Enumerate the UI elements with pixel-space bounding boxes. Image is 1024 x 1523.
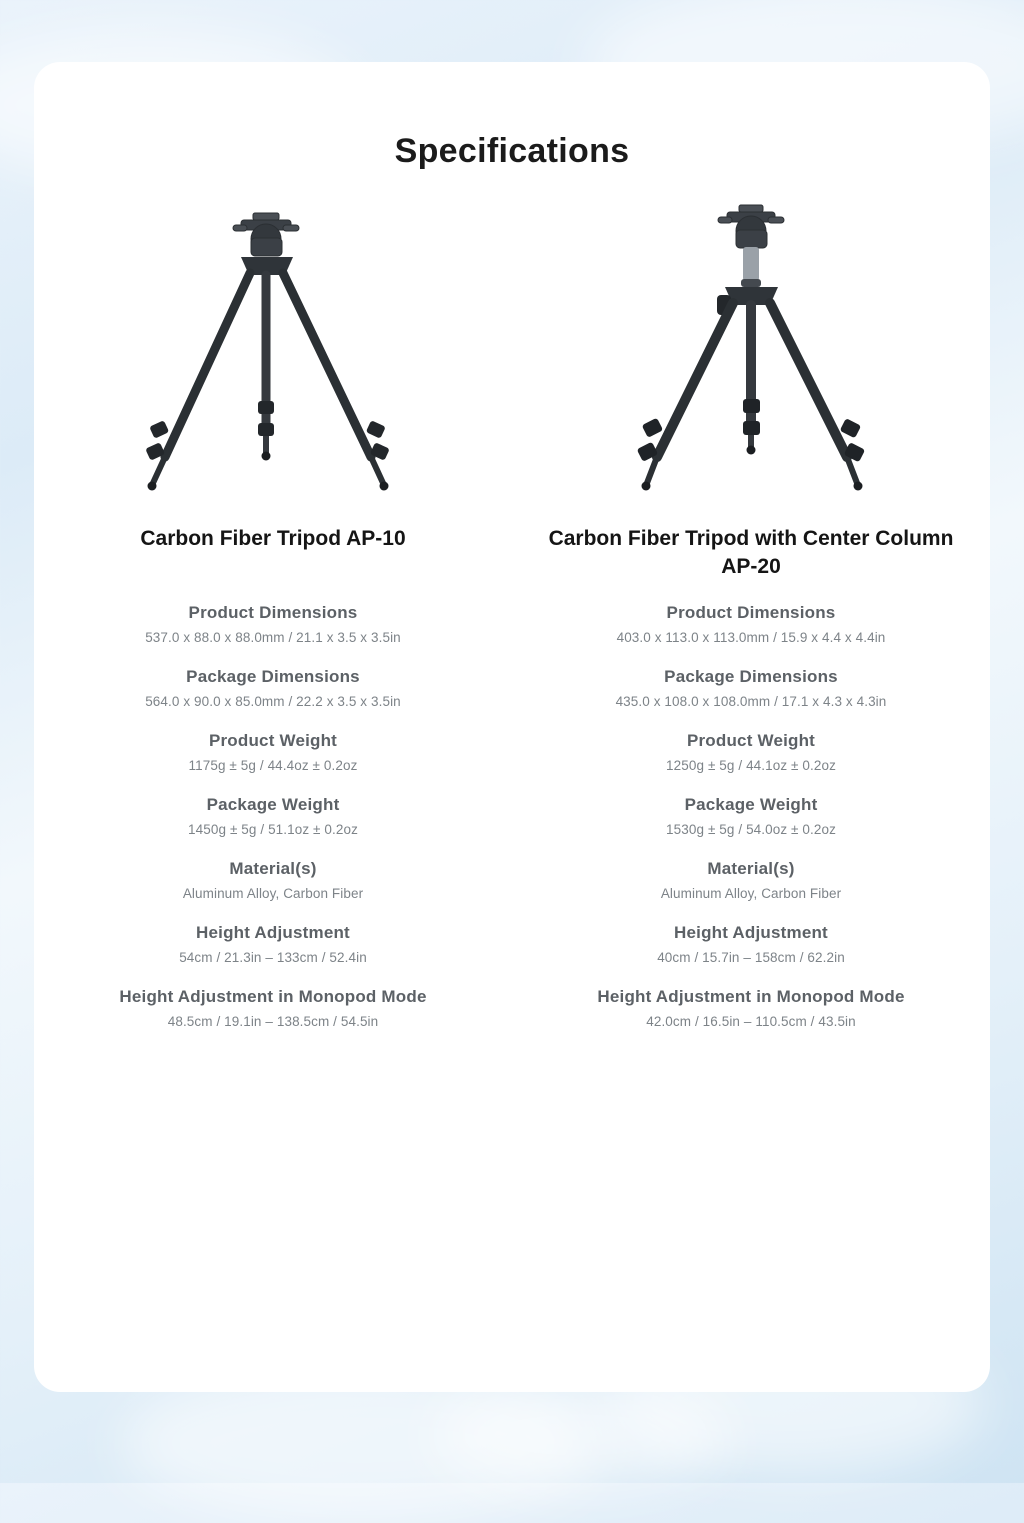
spec-item xyxy=(540,667,962,709)
product-comparison-columns xyxy=(34,195,990,1051)
spec-value: 42.0cm / 16.5in – 110.5cm / 43.5in xyxy=(646,1014,856,1029)
spec-item xyxy=(62,731,484,773)
specifications-card xyxy=(34,62,990,1392)
spec-label: Height Adjustment xyxy=(674,923,828,942)
spec-label: Height Adjustment xyxy=(196,923,350,942)
spec-label: Package Weight xyxy=(684,795,818,814)
spec-value: 435.0 x 108.0 x 108.0mm / 17.1 x 4.3 x 4.3in xyxy=(615,694,887,709)
spec-item xyxy=(62,923,484,965)
spec-list xyxy=(540,603,962,1029)
tripod-ap20-illustration xyxy=(540,195,962,495)
spec-item xyxy=(62,603,484,645)
spec-value: 537.0 x 88.0 x 88.0mm / 21.1 x 3.5 x 3.5in xyxy=(145,630,401,645)
spec-label: Product Weight xyxy=(686,731,816,750)
spec-value: 54cm / 21.3in – 133cm / 52.4in xyxy=(179,950,367,965)
page-title: Specifications xyxy=(394,132,630,170)
spec-item xyxy=(540,923,962,965)
product-title: Carbon Fiber Tripod AP-10 xyxy=(140,527,406,550)
background-cloud xyxy=(430,1380,730,1490)
spec-list xyxy=(62,603,484,1029)
spec-label: Product Weight xyxy=(208,731,338,750)
spec-value: 1450g ± 5g / 51.1oz ± 0.2oz xyxy=(188,822,358,837)
spec-item xyxy=(540,859,962,901)
spec-value: 1530g ± 5g / 54.0oz ± 0.2oz xyxy=(666,822,836,837)
product-column-ap10 xyxy=(34,195,512,1051)
spec-item xyxy=(540,987,962,1029)
spec-item xyxy=(62,795,484,837)
spec-value: 40cm / 15.7in – 158cm / 62.2in xyxy=(657,950,845,965)
spec-label: Height Adjustment in Monopod Mode xyxy=(597,987,905,1006)
product-column-ap20 xyxy=(512,195,990,1051)
spec-label: Product Dimensions xyxy=(188,603,358,622)
spec-value: 403.0 x 113.0 x 113.0mm / 15.9 x 4.4 x 4.4in xyxy=(616,630,886,645)
spec-label: Product Dimensions xyxy=(666,603,836,622)
spec-item xyxy=(62,987,484,1029)
spec-item xyxy=(540,795,962,837)
tripod-ap10-illustration xyxy=(62,195,484,495)
spec-value: 1250g ± 5g / 44.1oz ± 0.2oz xyxy=(666,758,836,773)
product-title: Carbon Fiber Tripod with Center Column AP-20 xyxy=(548,527,954,579)
spec-label: Package Dimensions xyxy=(664,667,838,686)
spec-label: Material(s) xyxy=(707,859,795,878)
spec-label: Package Weight xyxy=(206,795,340,814)
spec-item xyxy=(62,859,484,901)
spec-value: Aluminum Alloy, Carbon Fiber xyxy=(660,886,842,901)
spec-label: Package Dimensions xyxy=(186,667,360,686)
spec-value: 564.0 x 90.0 x 85.0mm / 22.2 x 3.5 x 3.5in xyxy=(145,694,401,709)
spec-label: Material(s) xyxy=(229,859,317,878)
spec-value: 48.5cm / 19.1in – 138.5cm / 54.5in xyxy=(167,1014,379,1029)
spec-value: Aluminum Alloy, Carbon Fiber xyxy=(182,886,364,901)
spec-item xyxy=(540,603,962,645)
spec-label: Height Adjustment in Monopod Mode xyxy=(119,987,427,1006)
spec-value: 1175g ± 5g / 44.4oz ± 0.2oz xyxy=(188,758,358,773)
spec-item xyxy=(540,731,962,773)
spec-item xyxy=(62,667,484,709)
